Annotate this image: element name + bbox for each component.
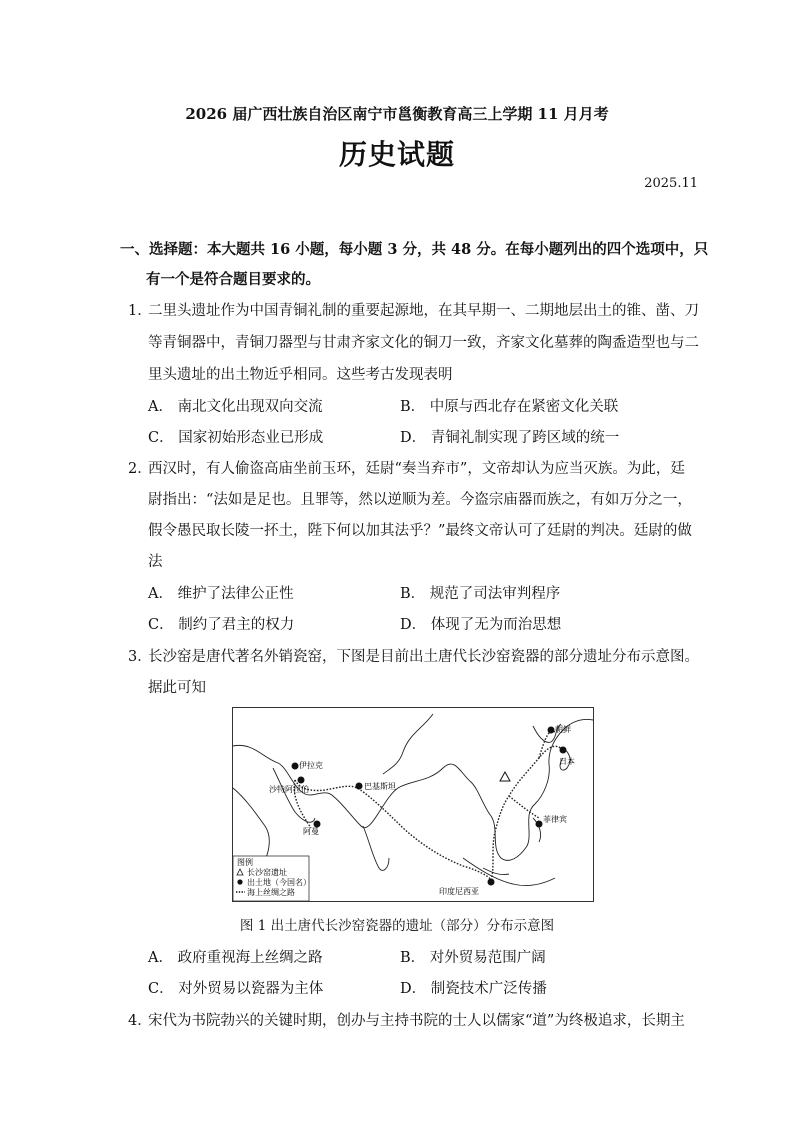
figure-caption: 图 1 出土唐代长沙窑瓷器的遗址（部分）分布示意图: [239, 918, 555, 934]
tang-changsha-kiln-map: [232, 707, 594, 902]
question-1-option-c[interactable]: C． 国家初始形态业已形成: [148, 430, 324, 446]
legend-item: 海上丝绸之路: [247, 888, 295, 897]
coastline: [463, 858, 555, 886]
silk-road-route: [491, 746, 563, 880]
legend-item: 出土地（今国名）: [247, 878, 311, 887]
question-3-line: 据此可知: [148, 680, 206, 696]
site-marker: [292, 763, 299, 770]
legend-title: 图例: [237, 858, 253, 867]
question-2-line: 假令愚民取长陵一抔土，陛下何以加其法乎？”最终文帝认可了廷尉的判决。廷尉的做: [148, 523, 692, 539]
question-3-number: 3．: [128, 649, 152, 665]
map-legend: [233, 856, 311, 901]
question-4-number: 4．: [128, 1013, 152, 1029]
section-heading: 一、选择题：本大题共 16 小题，每小题 3 分，共 48 分。在每小题列出的四个选项中，只: [120, 241, 709, 258]
question-3-option-d[interactable]: D． 制瓷技术广泛传播: [400, 981, 547, 997]
question-1-number: 1．: [128, 303, 152, 319]
silk-road-route: [295, 780, 491, 880]
map-label-iraq: 伊拉克: [299, 761, 323, 770]
question-3-option-c[interactable]: C． 对外贸易以瓷器为主体: [148, 981, 324, 997]
question-2-option-d[interactable]: D． 体现了无为而治思想: [400, 617, 562, 633]
changsha-kiln-site-marker: [500, 772, 510, 781]
silk-road-route: [509, 796, 539, 818]
site-marker: [536, 821, 543, 828]
map-label-korea: 朝鲜: [555, 725, 571, 734]
question-4-line: 宋代为书院勃兴的关键时期，创办与主持书院的士人以儒家“道”为终极追求，长期主: [148, 1013, 685, 1029]
map-label-philippines: 菲律宾: [543, 815, 567, 824]
exam-date: 2025.11: [644, 176, 698, 191]
question-2-line: 尉指出：“法如是足也。且罪等，然以逆顺为差。今盗宗庙器而族之，有如万分之一，: [148, 492, 692, 508]
question-2-number: 2．: [128, 461, 152, 477]
question-2-option-b[interactable]: B． 规范了司法审判程序: [400, 586, 561, 602]
site-marker: [488, 879, 495, 886]
map-label-oman: 阿曼: [303, 827, 319, 836]
question-3-option-a[interactable]: A． 政府重视海上丝绸之路: [148, 950, 323, 966]
site-marker: [560, 747, 567, 754]
site-marker: [548, 727, 555, 734]
question-3-option-b[interactable]: B． 对外贸易范围广阔: [400, 950, 546, 966]
question-1-line: 二里头遗址作为中国青铜礼制的重要起源地，在其早期一、二期地层出土的锥、凿、刀: [148, 303, 699, 319]
map-label-japan: 日本: [559, 757, 575, 766]
question-2-option-c[interactable]: C． 制约了君主的权力: [148, 617, 295, 633]
question-1-option-b[interactable]: B． 中原与西北存在紧密文化关联: [400, 399, 619, 415]
question-2-line: 法: [148, 554, 163, 570]
question-3-line: 长沙窑是唐代著名外销瓷窑，下图是目前出土唐代长沙窑瓷器的部分遗址分布示意图。: [148, 649, 699, 665]
map-label-pakistan: 巴基斯坦: [364, 782, 396, 791]
section-heading-cont: 有一个是符合题目要求的。: [146, 271, 320, 288]
exam-subtitle: 2026 届广西壮族自治区南宁市邕衡教育高三上学期 11 月月考: [185, 105, 609, 123]
question-1-line: 里头遗址的出土物近乎相同。这些考古发现表明: [148, 367, 453, 383]
coastline: [383, 714, 433, 774]
map-label-saudi-arabia: 沙特阿拉伯: [269, 785, 309, 794]
question-2-line: 西汉时，有人偷盗高庙坐前玉环，廷尉“奏当弃市”，文帝却认为应当灭族。为此，廷: [148, 461, 685, 477]
legend-item: 长沙窑遗址: [247, 868, 287, 877]
site-marker: [298, 777, 305, 784]
site-marker: [356, 783, 363, 790]
question-2-option-a[interactable]: A． 维护了法律公正性: [148, 586, 294, 602]
coastline: [363, 826, 389, 870]
question-1-option-a[interactable]: A． 南北文化出现双向交流: [148, 399, 323, 415]
exam-title: 历史试题: [338, 138, 455, 171]
map-label-indonesia: 印度尼西亚: [439, 887, 479, 896]
legend-dot-icon: [237, 879, 242, 884]
question-1-option-d[interactable]: D． 青铜礼制实现了跨区域的统一: [400, 430, 620, 446]
question-1-line: 等青铜器中，青铜刀器型与甘肃齐家文化的铜刀一致，齐家文化墓葬的陶盉造型也与二: [148, 335, 699, 351]
